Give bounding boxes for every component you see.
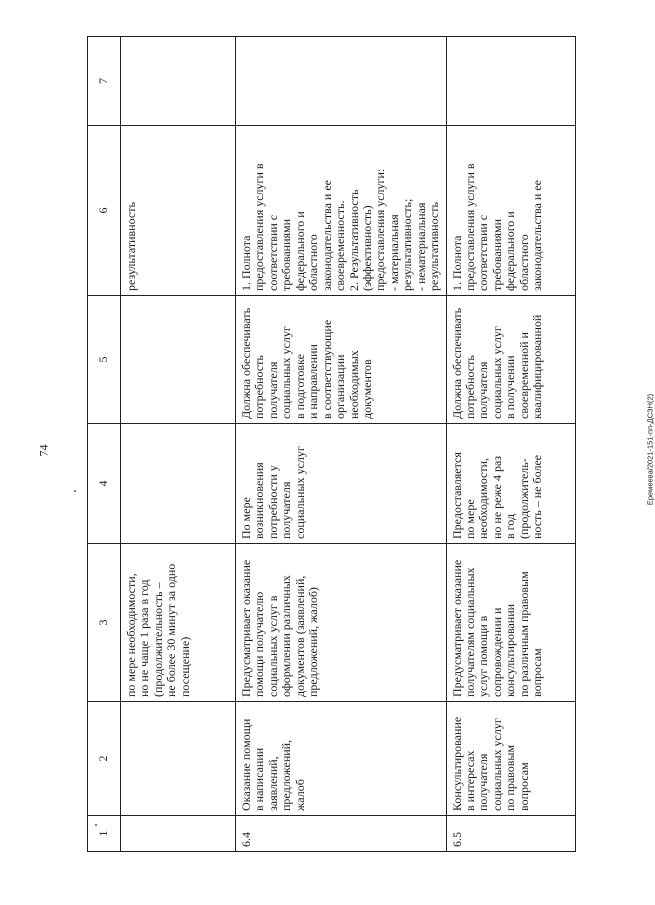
service-description: Предусматривает оказание помощи получателю социальных услуг в оформлении различных документов (заявлений, предложений, жалоб)	[236, 544, 447, 702]
table-row	[236, 37, 447, 852]
notes-cell	[446, 37, 575, 126]
header-row	[88, 37, 121, 852]
service-standard: Должна обеспечивать потребность получателя социальных услуг в подготовке и направлении в соответствующие организации необходимых документов	[236, 296, 447, 424]
quality-indicators: 1. Полнота предоставления услуги в соответствии с требованиями федерального и областного законодательства и ее своевременность. 2. Результативность (эффективность) предоставления услуги: - материальная результативность; - нематериальная результативность	[236, 126, 447, 296]
row-number: 6.5	[446, 816, 575, 852]
table-rotator	[87, 37, 545, 852]
service-description: по мере необходимости, но не чаще 1 раза в год (продолжительность – не более 30 минут за одно посещение)	[121, 544, 236, 702]
notes-cell	[121, 37, 236, 126]
row-number	[121, 816, 236, 852]
header-cell: 1	[88, 816, 121, 852]
service-description: Предусматривает оказание получателям социальных услуг помощи в сопровождении и консультировании по различным правовым вопросам	[446, 544, 575, 702]
services-table	[87, 36, 576, 852]
notes-cell	[236, 37, 447, 126]
quality-indicators: результативность	[121, 126, 236, 296]
table-wrapper	[87, 37, 545, 852]
service-standard: Должна обеспечивать потребность получателя социальных услуг в получении своевременной и квалифицированной	[446, 296, 575, 424]
header-cell: 7	[88, 37, 121, 126]
document-id: Еремеева/2021-151-пп-ДСЗН(2)	[645, 393, 655, 506]
table-row	[446, 37, 575, 852]
header-cell: 2	[88, 702, 121, 816]
header-cell: 3	[88, 544, 121, 702]
header-cell: 6	[88, 126, 121, 296]
page-number: 74	[36, 444, 51, 457]
row-number: 6.4	[236, 816, 447, 852]
table-row	[121, 37, 236, 852]
service-name: Консультирование в интересах получателя социальных услуг по правовым вопросам	[446, 702, 575, 816]
scan-speck	[74, 490, 76, 492]
header-cell: 4	[88, 424, 121, 544]
header-cell: 5	[88, 296, 121, 424]
service-name: Оказание помощи в написании заявлений, предложений, жалоб	[236, 702, 447, 816]
service-periodicity: Предоставляется по мере необходимости, но не реже 4 раз в год (продолжитель- ность – не более	[446, 424, 575, 544]
service-standard	[121, 296, 236, 424]
service-periodicity: По мере возникновения потребности у получателя социальных услуг	[236, 424, 447, 544]
service-name	[121, 702, 236, 816]
quality-indicators: 1. Полнота предоставления услуги в соответствии с требованиями федерального и областного законодательства и ее	[446, 126, 575, 296]
service-periodicity	[121, 424, 236, 544]
